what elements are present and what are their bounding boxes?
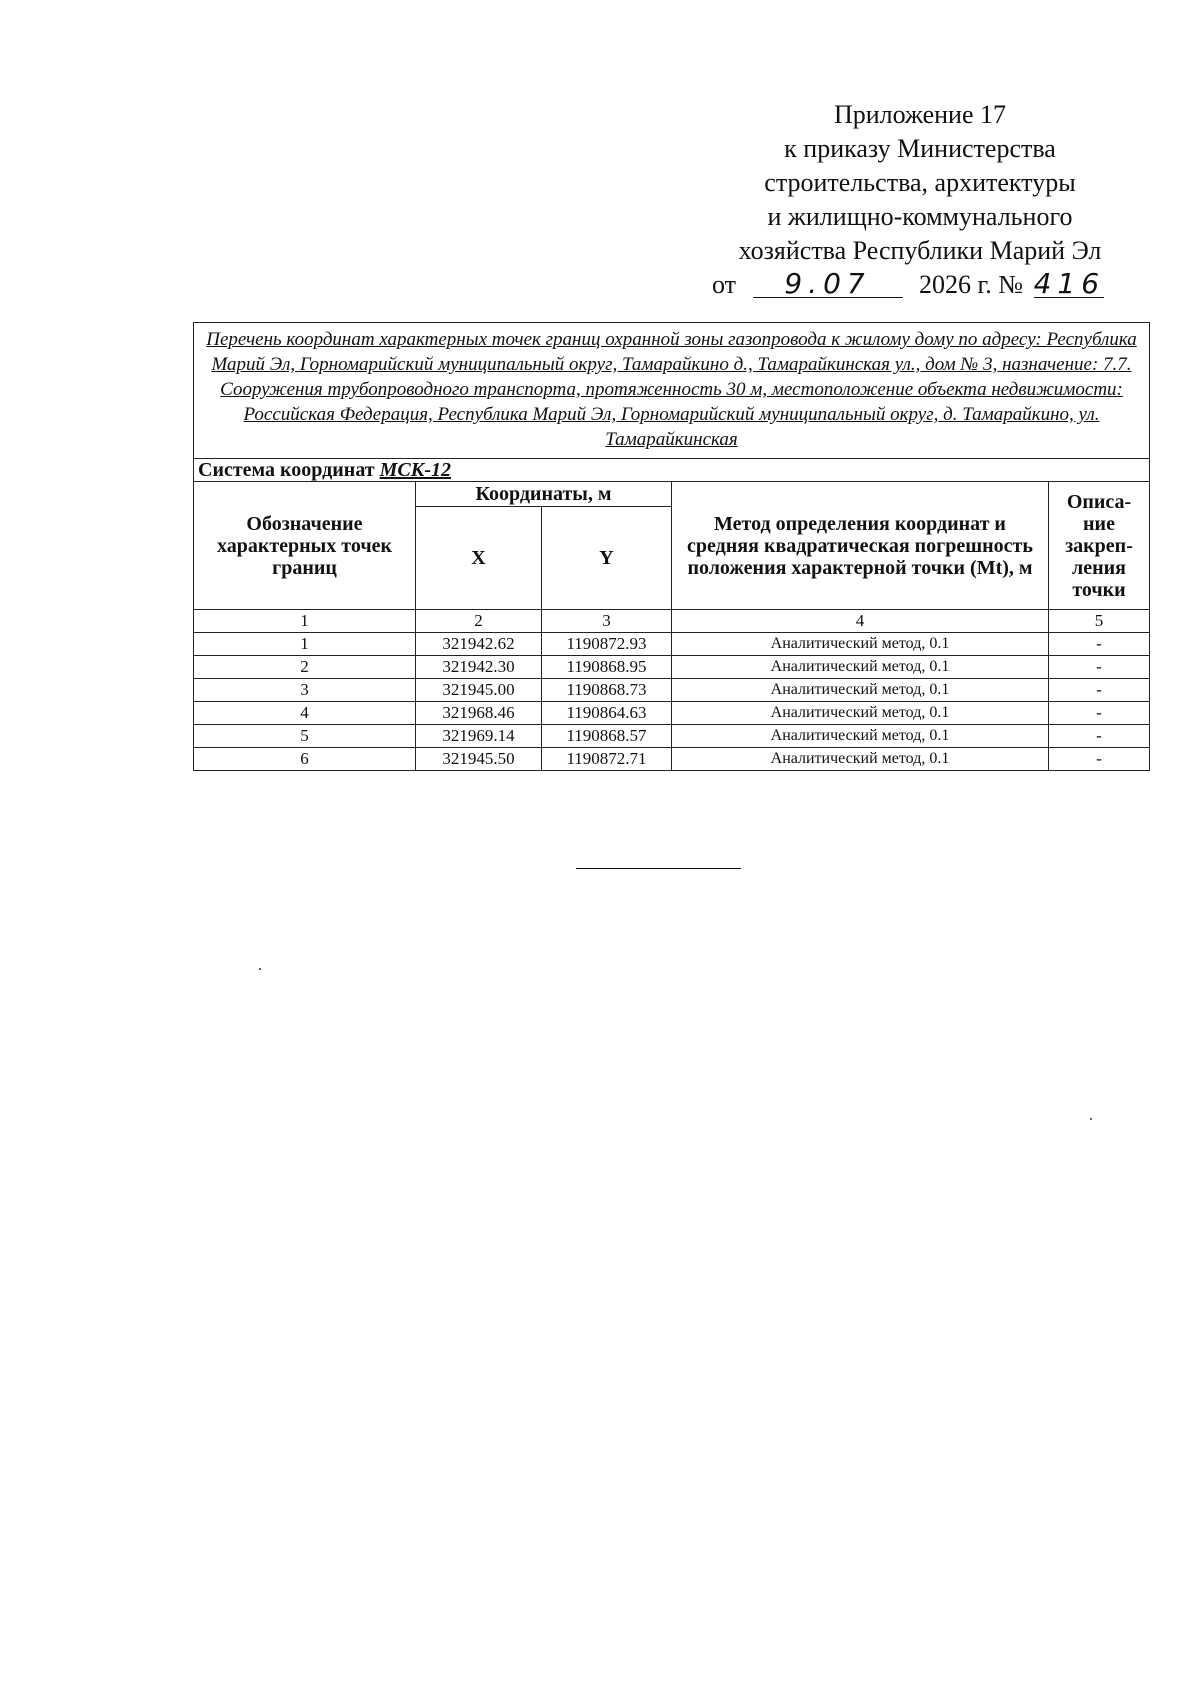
cell-x: 321942.30 bbox=[416, 656, 542, 679]
column-number-3: 3 bbox=[542, 610, 672, 633]
cell-point: 6 bbox=[194, 748, 416, 771]
cell-y: 1190864.63 bbox=[542, 702, 672, 725]
scan-speck bbox=[259, 968, 261, 970]
end-of-document-line bbox=[576, 868, 741, 869]
coordinate-system-value: МСК-12 bbox=[379, 459, 451, 481]
column-number-4: 4 bbox=[672, 610, 1049, 633]
cell-x: 321968.46 bbox=[416, 702, 542, 725]
appendix-line-2: к приказу Министерства bbox=[784, 134, 1056, 163]
cell-y: 1190872.93 bbox=[542, 633, 672, 656]
header-description: Описа-ние закреп-ления точки bbox=[1049, 482, 1150, 610]
cell-y: 1190872.71 bbox=[542, 748, 672, 771]
header-method: Метод определения координат и средняя квадратическая погрешность положения характерной точки (Mt), м bbox=[672, 482, 1049, 610]
header-point: Обозначение характерных точек границ bbox=[194, 482, 416, 610]
header-row-1 bbox=[194, 482, 1150, 507]
table-row bbox=[194, 748, 1150, 771]
cell-description: - bbox=[1049, 725, 1150, 748]
table-row bbox=[194, 702, 1150, 725]
cell-method: Аналитический метод, 0.1 bbox=[672, 725, 1049, 748]
header-y: Y bbox=[542, 507, 672, 610]
coordinates-table bbox=[193, 322, 1150, 771]
date-prefix: от bbox=[712, 270, 737, 299]
appendix-line-4: и жилищно-коммунального bbox=[767, 202, 1073, 231]
table-row bbox=[194, 656, 1150, 679]
table-row bbox=[194, 633, 1150, 656]
system-row bbox=[194, 459, 1150, 482]
table-caption: Перечень координат характерных точек границ охранной зоны газопровода к жилому дому по адресу: Республика Марий Эл, Горномарийский муниципальный округ, Тамарайкино д., Тамарайкинская ул., дом № 3, назначение: 7.7. Сооружения трубопроводного транспорта, протяженность 30 м, местоположение объекта недвижимости: Российская Федерация, Республика Марий Эл, Горномарийский муниципальный округ, д. Тамарайкино, ул. Тамарайкинская bbox=[194, 323, 1150, 459]
coordinate-system-label: Система координат bbox=[198, 459, 375, 481]
table-row bbox=[194, 725, 1150, 748]
coordinate-system bbox=[194, 459, 1150, 482]
year-text: 2026 г. № bbox=[919, 270, 1024, 299]
order-date-line bbox=[700, 268, 1140, 302]
coordinates-table-wrapper bbox=[193, 322, 1149, 771]
appendix-header bbox=[700, 98, 1140, 302]
cell-description: - bbox=[1049, 702, 1150, 725]
column-number-2: 2 bbox=[416, 610, 542, 633]
column-numbers-row bbox=[194, 610, 1150, 633]
cell-x: 321945.50 bbox=[416, 748, 542, 771]
caption-row bbox=[194, 323, 1150, 459]
cell-x: 321969.14 bbox=[416, 725, 542, 748]
cell-description: - bbox=[1049, 656, 1150, 679]
cell-x: 321942.62 bbox=[416, 633, 542, 656]
cell-x: 321945.00 bbox=[416, 679, 542, 702]
cell-description: - bbox=[1049, 633, 1150, 656]
handwritten-date: 9.07 bbox=[753, 271, 903, 298]
column-number-1: 1 bbox=[194, 610, 416, 633]
cell-description: - bbox=[1049, 679, 1150, 702]
header-x: X bbox=[416, 507, 542, 610]
cell-method: Аналитический метод, 0.1 bbox=[672, 656, 1049, 679]
appendix-line-3: строительства, архитектуры bbox=[764, 168, 1076, 197]
cell-method: Аналитический метод, 0.1 bbox=[672, 702, 1049, 725]
appendix-title: Приложение 17 bbox=[833, 100, 1007, 129]
appendix-line-5: хозяйства Республики Марий Эл bbox=[738, 236, 1102, 265]
table-row bbox=[194, 679, 1150, 702]
cell-point: 5 bbox=[194, 725, 416, 748]
cell-method: Аналитический метод, 0.1 bbox=[672, 633, 1049, 656]
cell-method: Аналитический метод, 0.1 bbox=[672, 748, 1049, 771]
cell-method: Аналитический метод, 0.1 bbox=[672, 679, 1049, 702]
cell-point: 3 bbox=[194, 679, 416, 702]
cell-point: 2 bbox=[194, 656, 416, 679]
cell-point: 4 bbox=[194, 702, 416, 725]
cell-point: 1 bbox=[194, 633, 416, 656]
header-coordinates: Координаты, м bbox=[416, 482, 672, 507]
cell-y: 1190868.95 bbox=[542, 656, 672, 679]
cell-y: 1190868.57 bbox=[542, 725, 672, 748]
scan-speck bbox=[1090, 1118, 1092, 1120]
cell-y: 1190868.73 bbox=[542, 679, 672, 702]
handwritten-order-number: 416 bbox=[1033, 267, 1106, 300]
cell-description: - bbox=[1049, 748, 1150, 771]
column-number-5: 5 bbox=[1049, 610, 1150, 633]
